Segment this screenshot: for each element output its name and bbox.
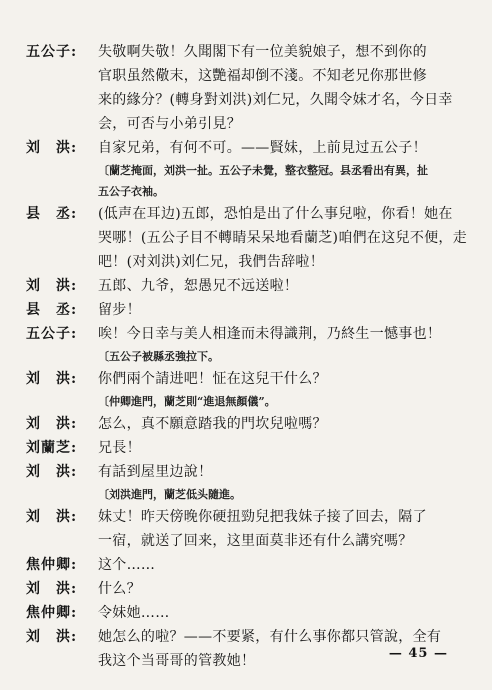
speech-line: 你們兩个請进吧！怔在这兒干什么？ [98,371,327,387]
speech-line: 唉！今日幸与美人相逢而未得識荆，乃終生一憾事也！ [98,326,442,342]
speaker-name: 刘蘭芝: [26,440,78,456]
stage-direction: 五公子衣袖。 [98,185,164,198]
dialogue-entry [0,136,492,202]
stage-direction: 〔蘭芝掩面，刘洪一扯。五公子未覺，整衣整冠。县丞看出有異，扯 [98,164,428,177]
speaker-name: 刘 洪: [26,509,78,525]
dialogue-entry [0,298,492,322]
dialogue-entry [0,367,492,412]
speech-line: 一宿，就送了回来，这里面莫非还有什么講究嗎？ [98,533,413,549]
speech-line: 自家兄弟，有何不可。——賢妹，上前見过五公子！ [98,140,427,156]
speech-line: 她怎么的啦？——不要紧，有什么事你都只管說，全有 [98,629,442,645]
dialogue-entry [0,274,492,298]
speech-line: 留步！ [98,302,141,318]
speech-line: 妹丈！昨天傍晚你硬扭勁兒把我妹子接了回去，隔了 [98,509,427,525]
speaker-name: 县 丞: [26,206,78,222]
speaker-name: 焦仲卿: [26,557,78,573]
speaker-name: 焦仲卿: [26,605,78,621]
speech-line: 哭哪！(五公子目不轉睛呆呆地看蘭芝)咱們在这兒不便，走 [98,230,468,246]
dialogue-entry [0,436,492,460]
speech-line: 会，可否与小弟引見？ [98,116,241,132]
speech-line: 兄長！ [98,440,141,456]
speaker-name: 刘 洪: [26,581,78,597]
speech-line: 令妹她…… [98,605,170,621]
speaker-name: 刘 洪: [26,464,78,480]
stage-direction: 〔仲卿進門，蘭芝則“進退無顏儀”。 [98,395,276,408]
speech-line: (低声在耳边)五郎，恐怕是出了什么事兒啦，你看！她在 [98,206,453,222]
page-number: — 45 — [388,646,448,661]
dialogue-entry [0,40,492,136]
speaker-name: 刘 洪: [26,416,78,432]
stage-direction: 〔刘洪進門，蘭芝低头隨進。 [98,488,241,501]
dialogue-entry [0,460,492,505]
dialogue-entry [0,553,492,577]
speaker-name: 刘 洪: [26,140,78,156]
dialogue-body [0,40,492,673]
speech-line: 这个…… [98,557,156,573]
speaker-name: 五公子: [26,44,78,60]
dialogue-entry [0,322,492,367]
speaker-name: 刘 洪: [26,629,78,645]
speaker-name: 刘 洪: [26,371,78,387]
speech-line: 官职虽然儆末，这艷福却倒不淺。不知老兄你那世修 [98,68,427,84]
speaker-name: 五公子: [26,326,78,342]
dialogue-entry [0,412,492,436]
dialogue-entry [0,601,492,625]
speech-line: 什么？ [98,581,141,597]
dialogue-entry [0,577,492,601]
speech-line: 怎么，真不願意踏我的門坎兒啦嗎？ [98,416,327,432]
speech-line: 我这个当哥哥的管教她！ [98,653,256,669]
speech-line: 五郎、九爷，恕愚兄不远送啦！ [98,278,299,294]
speaker-name: 县 丞: [26,302,78,318]
speaker-name: 刘 洪: [26,278,78,294]
speech-line: 失敬啊失敬！久聞閣下有一位美貌娘子，想不到你的 [98,44,427,60]
dialogue-entry [0,505,492,553]
speech-line: 吧！(对刘洪)刘仁兄，我們告辞啦！ [98,254,325,270]
speech-line: 有話到屋里边說！ [98,464,213,480]
stage-direction: 〔五公子被縣丞強拉下。 [98,350,219,363]
dialogue-entry [0,202,492,274]
speech-line: 来的緣分？(轉身對刘洪)刘仁兄，久聞令妹才名，今日幸 [98,92,453,108]
